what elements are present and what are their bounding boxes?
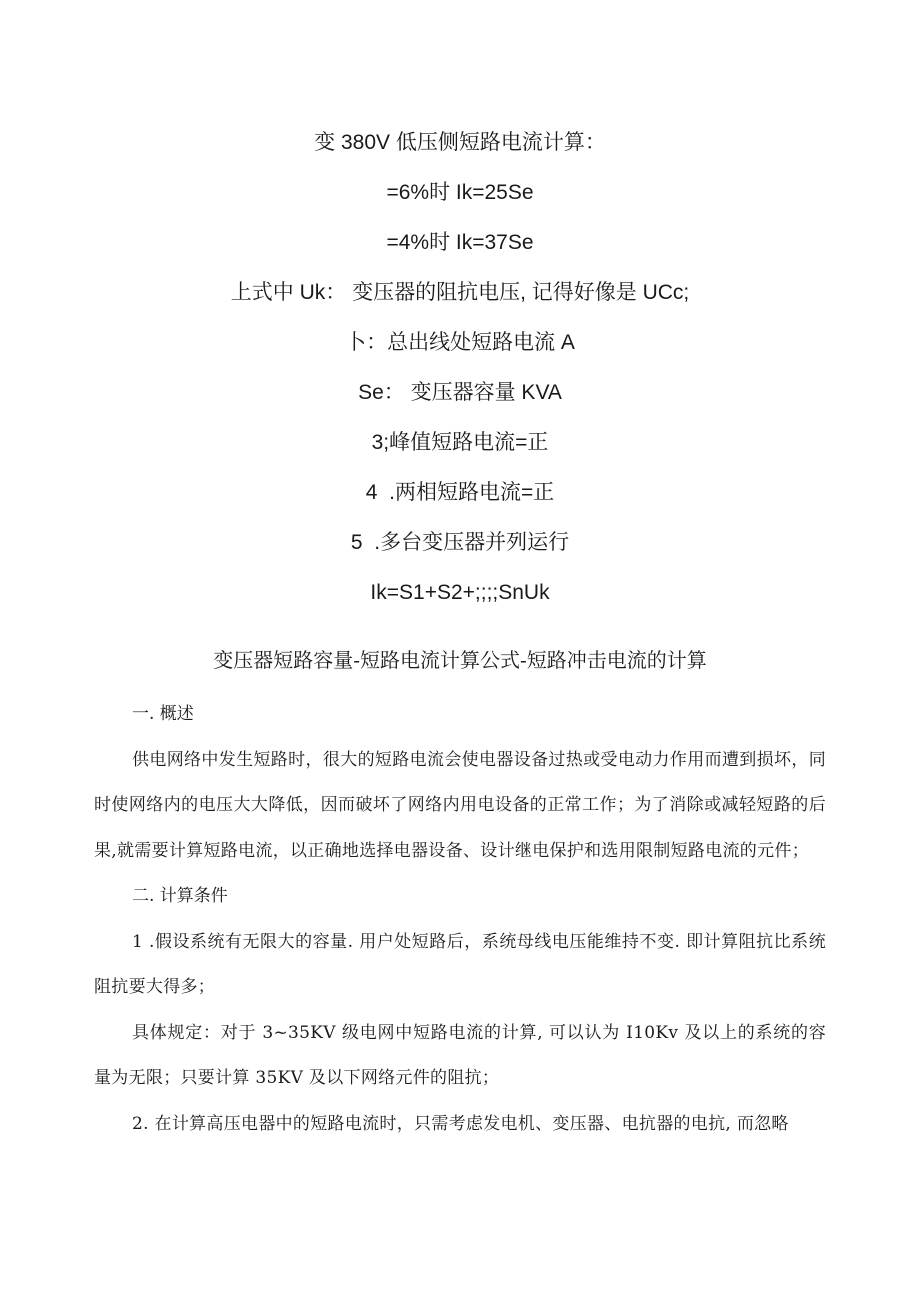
formula-line: 5 .多台变压器并列运行	[350, 531, 570, 554]
formula-line: =4%时 Ik=37Se	[386, 231, 534, 254]
formula-line: Ik=S1+S2+;;;;SnUk	[370, 581, 550, 604]
formula-line: 变 380V 低压侧短路电流计算：	[314, 131, 606, 154]
formula-line: 4 .两相短路电流=正	[365, 481, 555, 504]
paragraph-item-2: 2. 在计算高压电器中的短路电流时，只需考虑发电机、变压器、电抗器的电抗, 而忽略	[132, 1113, 789, 1134]
document-body	[94, 692, 826, 1147]
formula-line: 卜：总出线处短路电流 A	[345, 331, 575, 354]
formula-line: Se： 变压器容量 KVA	[358, 381, 562, 404]
paragraph-item-1-detail: 具体规定：对于 3~35KV 级电网中短路电流的计算, 可以认为 I10Kv 及以上的系统的容量为无限；只要计算 35KV 及以下网络元件的阻抗；	[94, 1022, 826, 1088]
formula-line: 上式中 Uk： 变压器的阻抗电压, 记得好像是 UCc;	[230, 281, 690, 304]
document-title: 变压器短路容量-短路电流计算公式-短路冲击电流的计算	[213, 648, 707, 672]
section-heading-overview: 一. 概述	[132, 704, 194, 724]
section-heading-conditions: 二. 计算条件	[132, 886, 228, 906]
formula-block	[0, 118, 920, 618]
paragraph-overview: 供电网络中发生短路时，很大的短路电流会使电器设备过热或受电动力作用而遭到损坏，同时使网络内的电压大大降低，因而破坏了网络内用电设备的正常工作；为了消除或减轻短路的后果,就需要计算短路电流，以正确地选择电器设备、设计继电保护和选用限制短路电流的元件；	[94, 749, 826, 861]
paragraph-item-1: 1 .假设系统有无限大的容量. 用户处短路后，系统母线电压能维持不变. 即计算阻抗比系统阻抗要大得多；	[94, 931, 826, 997]
formula-line: 3;峰值短路电流=正	[371, 431, 549, 454]
formula-line: =6%时 Ik=25Se	[386, 181, 534, 204]
